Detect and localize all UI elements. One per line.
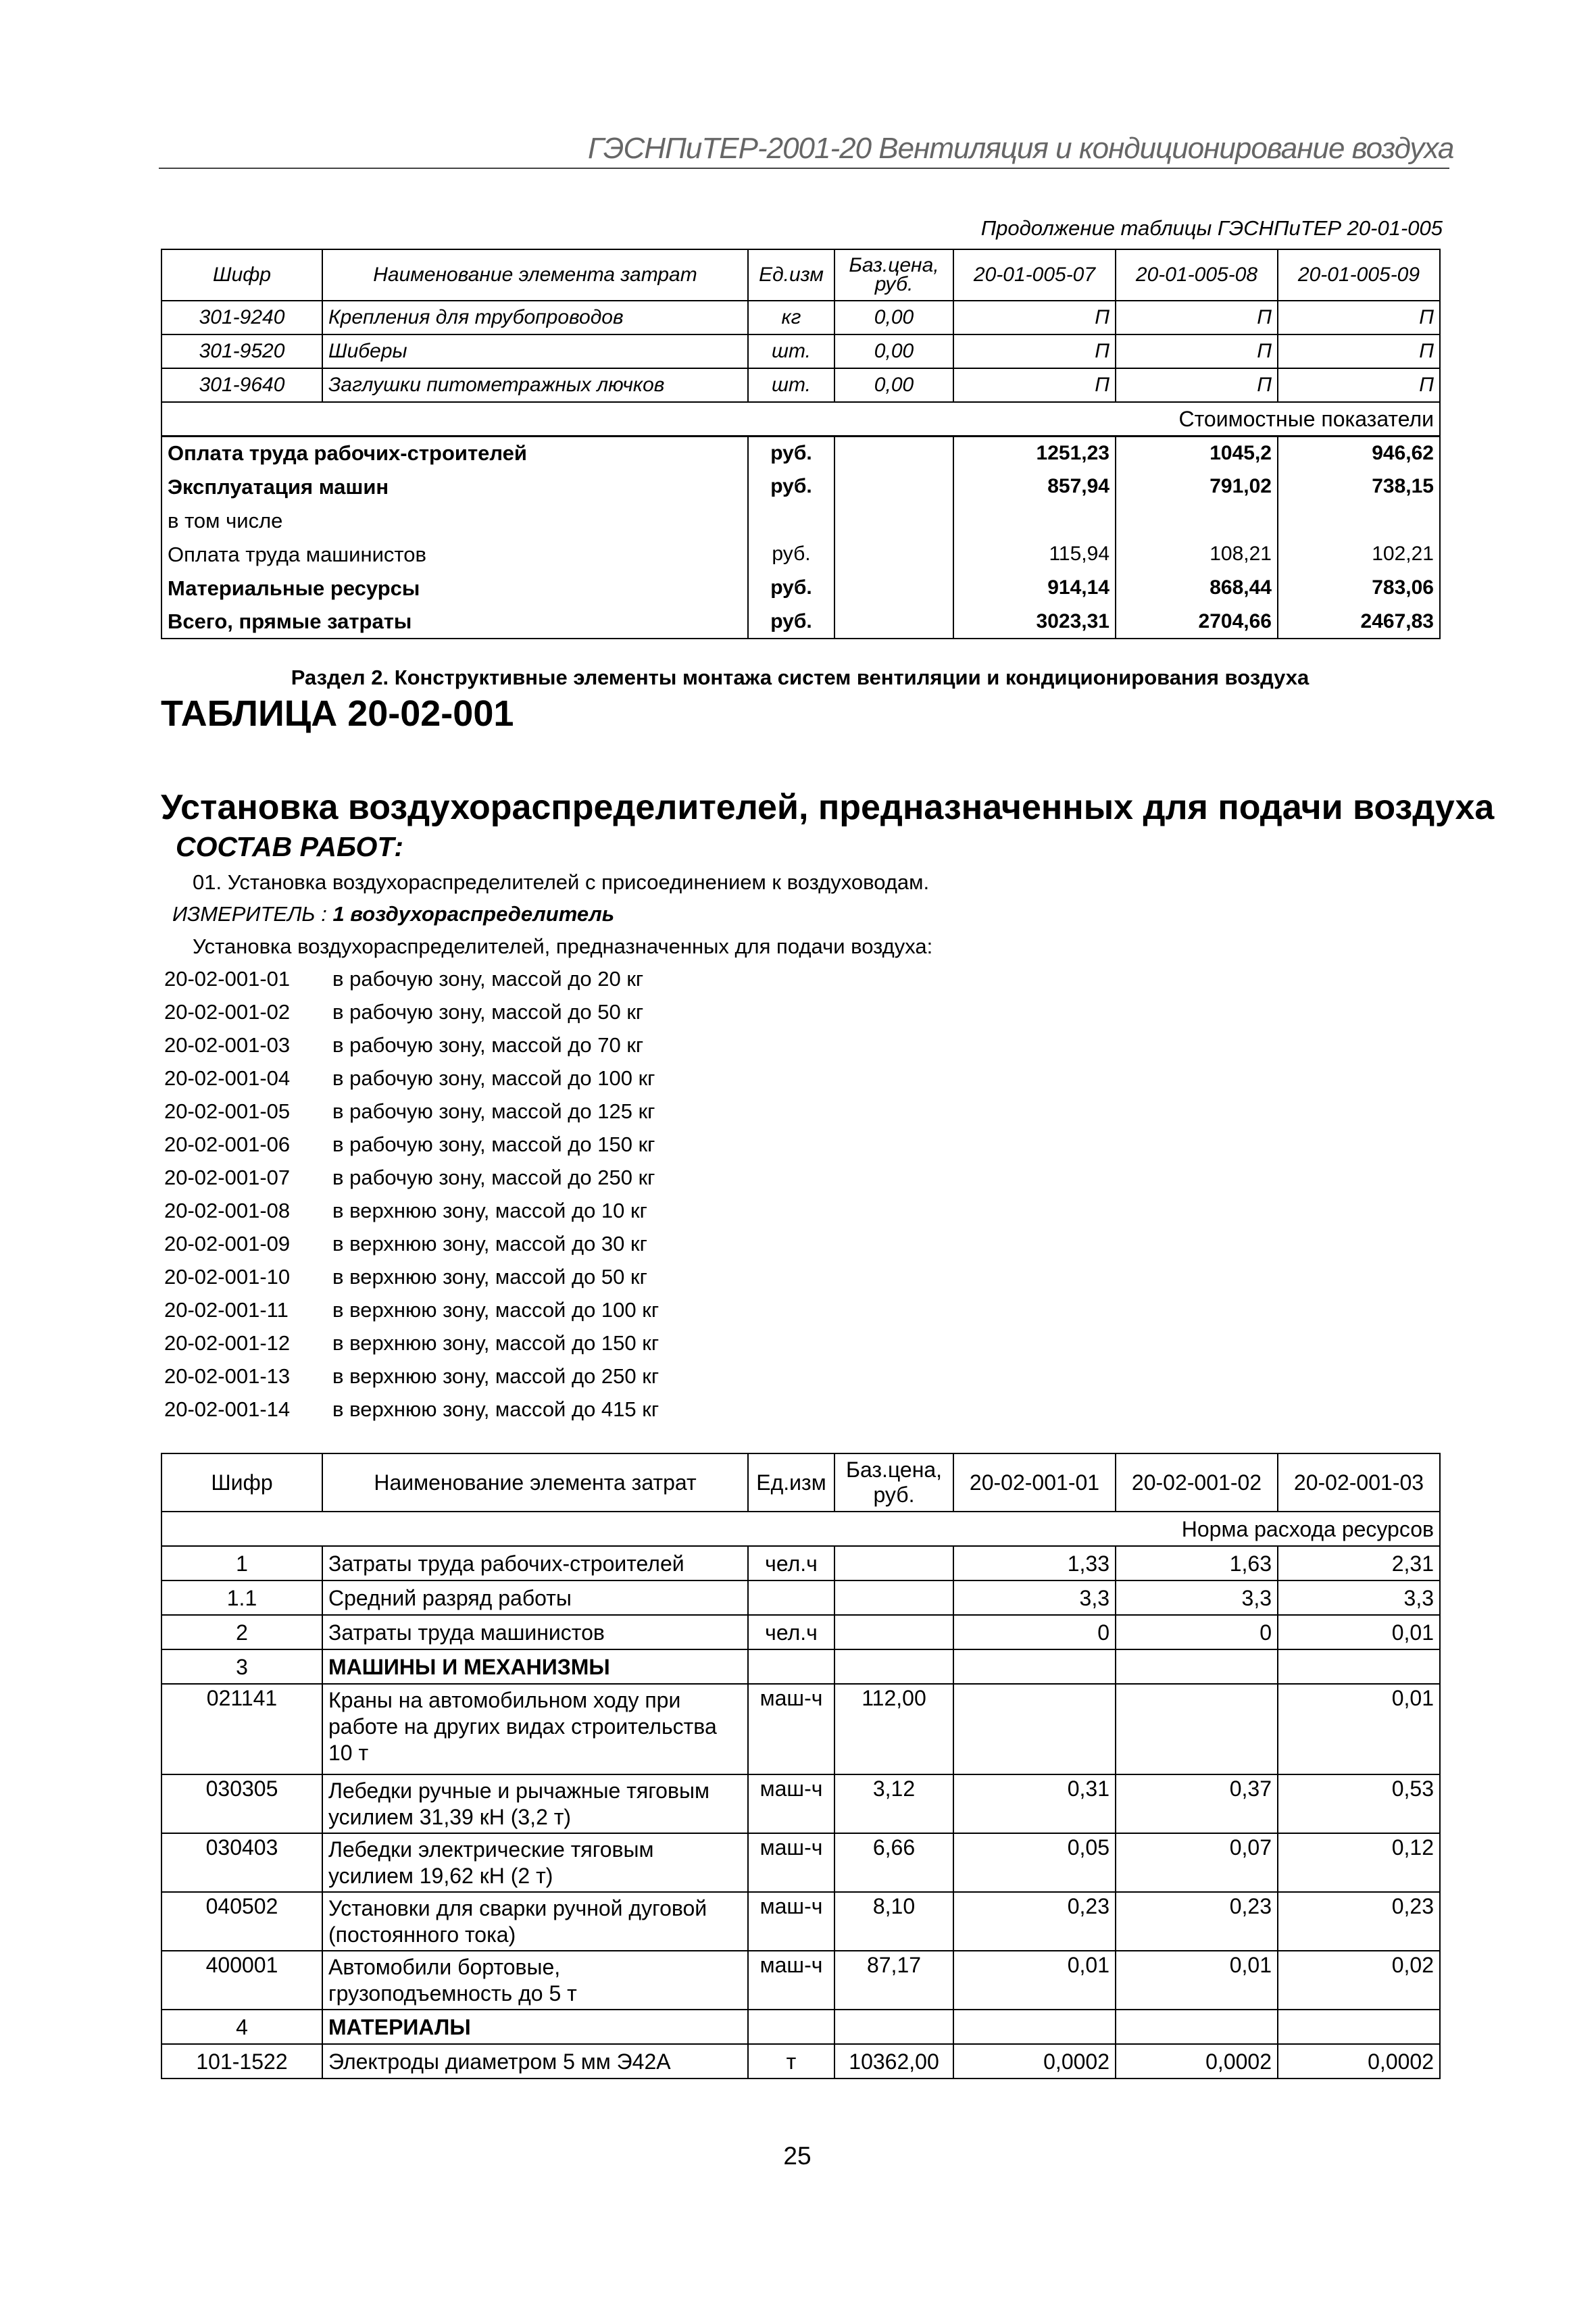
- cell-value: [953, 1649, 1116, 1684]
- cell-code: 301-9520: [161, 334, 322, 368]
- cell-price: 0,00: [834, 301, 953, 334]
- table-row: [161, 1649, 1440, 1684]
- cell-price: 0,00: [834, 334, 953, 368]
- cell-price: 8,10: [834, 1892, 953, 1951]
- table1-header-cell: Наименование элемента затрат: [322, 249, 748, 301]
- item-code: 20-02-001-04: [164, 1066, 291, 1090]
- cell-value: 0,05: [953, 1833, 1116, 1892]
- composition-item: 01. Установка воздухораспределителей с присоединением к воздуховодам.: [193, 870, 930, 894]
- cell-name: МАТЕРИАЛЫ: [322, 2010, 748, 2044]
- norm-label: Норма расхода ресурсов: [161, 1512, 1440, 1546]
- cell-price: 3,12: [834, 1774, 953, 1833]
- cost-price: [834, 503, 953, 537]
- table1-header-row: [161, 249, 1440, 301]
- item-desc: в рабочую зону, массой до 20 кг: [332, 967, 644, 991]
- cell-unit: маш-ч: [748, 1951, 834, 2010]
- cost-price: [834, 537, 953, 571]
- header-rule: [159, 168, 1449, 169]
- cell-value: 0,23: [1116, 1892, 1278, 1951]
- cell-price: [834, 1615, 953, 1649]
- item-code: 20-02-001-05: [164, 1099, 291, 1123]
- cell-name: Средний разряд работы: [322, 1580, 748, 1615]
- cell-code: 4: [161, 2010, 322, 2044]
- cost-label: Всего, прямые затраты: [161, 605, 748, 639]
- cell-price: [834, 1546, 953, 1580]
- cost-value: 791,02: [1116, 470, 1278, 503]
- table-row: [161, 334, 1440, 368]
- cell-value: [1116, 2010, 1278, 2044]
- cell-value: 0,01: [953, 1951, 1116, 2010]
- cost-unit: руб.: [748, 605, 834, 639]
- cost-unit: руб.: [748, 470, 834, 503]
- table-row: [161, 1546, 1440, 1580]
- table2: [161, 1453, 1441, 2079]
- cell-unit: маш-ч: [748, 1774, 834, 1833]
- cell-unit: [748, 1649, 834, 1684]
- cell-value: 0,23: [1278, 1892, 1440, 1951]
- cell-code: 3: [161, 1649, 322, 1684]
- table2-header-cell: Ед.изм: [748, 1453, 834, 1512]
- item-desc: в верхнюю зону, массой до 250 кг: [332, 1364, 659, 1388]
- cost-label: в том числе: [161, 503, 748, 537]
- cell-name: Краны на автомобильном ходу при работе на других видах строительства 10 т: [322, 1684, 748, 1774]
- cell-value: П: [1278, 301, 1440, 334]
- cell-value: П: [1116, 368, 1278, 402]
- cost-unit: руб.: [748, 537, 834, 571]
- cost-label: Материальные ресурсы: [161, 571, 748, 605]
- cell-value: [1278, 1649, 1440, 1684]
- cell-name: Заглушки питометражных лючков: [322, 368, 748, 402]
- cell-value: 0,02: [1278, 1951, 1440, 2010]
- item-desc: в верхнюю зону, массой до 100 кг: [332, 1298, 659, 1322]
- cell-value: П: [953, 368, 1116, 402]
- table-row: [161, 1774, 1440, 1833]
- table1-caption: Продолжение таблицы ГЭСНПиТЕР 20-01-005: [980, 216, 1443, 240]
- table2-header-cell: Шифр: [161, 1453, 322, 1512]
- cost-value: 2467,83: [1278, 605, 1440, 639]
- cost-price: [834, 571, 953, 605]
- meter-label: ИЗМЕРИТЕЛЬ :: [172, 902, 327, 926]
- table-row: [161, 1892, 1440, 1951]
- cell-code: 101-1522: [161, 2044, 322, 2078]
- table1-header-cell: Баз.цена, руб.: [834, 249, 953, 301]
- cell-value: 0,12: [1278, 1833, 1440, 1892]
- table2-header-cell: 20-02-001-01: [953, 1453, 1116, 1512]
- item-code: 20-02-001-12: [164, 1331, 291, 1355]
- cell-unit: маш-ч: [748, 1684, 834, 1774]
- cell-code: 1: [161, 1546, 322, 1580]
- cell-name: Затраты труда рабочих-строителей: [322, 1546, 748, 1580]
- item-code: 20-02-001-07: [164, 1166, 291, 1189]
- table-row: [161, 1615, 1440, 1649]
- cell-value: 0,0002: [953, 2044, 1116, 2078]
- table1: [161, 249, 1441, 639]
- table-row: [161, 436, 1440, 470]
- cell-name: Автомобили бортовые, грузоподъемность до 5 т: [322, 1951, 748, 2010]
- table-row: [161, 503, 1440, 537]
- cell-code: 400001: [161, 1951, 322, 2010]
- item-code: 20-02-001-08: [164, 1199, 291, 1222]
- cost-label: Оплата труда рабочих-строителей: [161, 436, 748, 470]
- cell-unit: чел.ч: [748, 1615, 834, 1649]
- norm-row: [161, 1512, 1440, 1546]
- cell-name: Лебедки ручные и рычажные тяговым усилием 31,39 кН (3,2 т): [322, 1774, 748, 1833]
- table-row: [161, 2044, 1440, 2078]
- cost-label: Эксплуатация машин: [161, 470, 748, 503]
- cell-name: Крепления для трубопроводов: [322, 301, 748, 334]
- cell-price: [834, 1580, 953, 1615]
- cost-value: [1278, 503, 1440, 537]
- item-code: 20-02-001-13: [164, 1364, 291, 1388]
- cell-value: 3,3: [953, 1580, 1116, 1615]
- item-desc: в верхнюю зону, массой до 30 кг: [332, 1232, 647, 1255]
- cell-code: 301-9640: [161, 368, 322, 402]
- table-row: [161, 301, 1440, 334]
- cell-value: 2,31: [1278, 1546, 1440, 1580]
- cell-unit: маш-ч: [748, 1892, 834, 1951]
- cost-label: Оплата труда машинистов: [161, 537, 748, 571]
- cell-value: 0,37: [1116, 1774, 1278, 1833]
- cost-value: 868,44: [1116, 571, 1278, 605]
- cell-value: 3,3: [1278, 1580, 1440, 1615]
- cell-price: 10362,00: [834, 2044, 953, 2078]
- cell-value: П: [953, 301, 1116, 334]
- table-title: ТАБЛИЦА 20-02-001: [161, 693, 514, 734]
- cell-unit: чел.ч: [748, 1546, 834, 1580]
- cell-value: 0,23: [953, 1892, 1116, 1951]
- cell-unit: [748, 1580, 834, 1615]
- cell-unit: кг: [748, 301, 834, 334]
- cell-code: 1.1: [161, 1580, 322, 1615]
- table2-header-cell: Баз.цена, руб.: [834, 1453, 953, 1512]
- table2-header-cell: Наименование элемента затрат: [322, 1453, 748, 1512]
- cost-value: 108,21: [1116, 537, 1278, 571]
- cost-value: 1045,2: [1116, 436, 1278, 470]
- cost-unit: руб.: [748, 571, 834, 605]
- table2-header-cell: 20-02-001-03: [1278, 1453, 1440, 1512]
- page-number: 25: [783, 2142, 812, 2170]
- cell-value: 1,33: [953, 1546, 1116, 1580]
- item-desc: в рабочую зону, массой до 70 кг: [332, 1033, 644, 1057]
- cell-value: 0,0002: [1278, 2044, 1440, 2078]
- item-code: 20-02-001-03: [164, 1033, 291, 1057]
- cell-value: [1278, 2010, 1440, 2044]
- table-row: [161, 1951, 1440, 2010]
- cost-value: 102,21: [1278, 537, 1440, 571]
- cost-value: 738,15: [1278, 470, 1440, 503]
- table-row: [161, 368, 1440, 402]
- cell-code: 021141: [161, 1684, 322, 1774]
- meter-line: [172, 902, 614, 926]
- table-row: [161, 537, 1440, 571]
- cell-name: Затраты труда машинистов: [322, 1615, 748, 1649]
- cell-value: 0,01: [1278, 1684, 1440, 1774]
- cost-value: 946,62: [1278, 436, 1440, 470]
- table-row: [161, 571, 1440, 605]
- item-desc: в верхнюю зону, массой до 10 кг: [332, 1199, 647, 1222]
- cost-unit: руб.: [748, 436, 834, 470]
- cell-value: 3,3: [1116, 1580, 1278, 1615]
- cost-price: [834, 605, 953, 639]
- cell-code: 301-9240: [161, 301, 322, 334]
- cell-code: 030403: [161, 1833, 322, 1892]
- cell-unit: маш-ч: [748, 1833, 834, 1892]
- cell-value: 1,63: [1116, 1546, 1278, 1580]
- table-row: [161, 605, 1440, 639]
- cell-value: П: [1116, 334, 1278, 368]
- cell-unit: т: [748, 2044, 834, 2078]
- table-row: [161, 2010, 1440, 2044]
- item-code: 20-02-001-11: [164, 1298, 289, 1322]
- item-desc: в рабочую зону, массой до 125 кг: [332, 1099, 655, 1123]
- cell-value: 0: [953, 1615, 1116, 1649]
- cell-value: П: [1278, 368, 1440, 402]
- composition-heading: СОСТАВ РАБОТ:: [176, 831, 404, 862]
- cost-section-row: [161, 402, 1440, 436]
- cell-value: 0,01: [1278, 1615, 1440, 1649]
- cell-code: 040502: [161, 1892, 322, 1951]
- item-code: 20-02-001-01: [164, 967, 291, 991]
- table-row: [161, 470, 1440, 503]
- meter-value: 1 воздухораспределитель: [332, 902, 615, 926]
- table1-header-cell: 20-01-005-07: [953, 249, 1116, 301]
- cell-price: [834, 2010, 953, 2044]
- item-desc: в верхнюю зону, массой до 150 кг: [332, 1331, 659, 1355]
- cell-price: 112,00: [834, 1684, 953, 1774]
- work-title: Установка воздухораспределителей, предназначенных для подачи воздуха: [161, 788, 1495, 827]
- cell-code: 030305: [161, 1774, 322, 1833]
- table-row: [161, 1580, 1440, 1615]
- cell-unit: шт.: [748, 334, 834, 368]
- cell-price: 0,00: [834, 368, 953, 402]
- cell-code: 2: [161, 1615, 322, 1649]
- table1-header-cell: 20-01-005-09: [1278, 249, 1440, 301]
- cost-value: 115,94: [953, 537, 1116, 571]
- cost-value: [953, 503, 1116, 537]
- table-row: [161, 1684, 1440, 1774]
- cell-name: Шиберы: [322, 334, 748, 368]
- cost-unit: [748, 503, 834, 537]
- cell-value: 0,0002: [1116, 2044, 1278, 2078]
- cost-value: 3023,31: [953, 605, 1116, 639]
- cell-value: 0,07: [1116, 1833, 1278, 1892]
- item-code: 20-02-001-06: [164, 1132, 291, 1156]
- section-heading: Раздел 2. Конструктивные элементы монтажа систем вентиляции и кондиционирования воздуха: [291, 666, 1310, 689]
- running-header: ГЭСНПиТЕР-2001-20 Вентиляция и кондиционирование воздуха: [588, 132, 1454, 165]
- cell-value: [1116, 1684, 1278, 1774]
- cell-value: [953, 2010, 1116, 2044]
- item-desc: в рабочую зону, массой до 250 кг: [332, 1166, 655, 1189]
- item-desc: в рабочую зону, массой до 50 кг: [332, 1000, 644, 1024]
- table1-header-cell: Шифр: [161, 249, 322, 301]
- cell-value: 0: [1116, 1615, 1278, 1649]
- cell-value: П: [1116, 301, 1278, 334]
- item-code: 20-02-001-10: [164, 1265, 291, 1289]
- cost-value: 783,06: [1278, 571, 1440, 605]
- cell-value: 0,31: [953, 1774, 1116, 1833]
- cost-value: 914,14: [953, 571, 1116, 605]
- cost-value: 857,94: [953, 470, 1116, 503]
- item-code: 20-02-001-02: [164, 1000, 291, 1024]
- cell-value: 0,53: [1278, 1774, 1440, 1833]
- cell-value: [953, 1684, 1116, 1774]
- cost-value: 2704,66: [1116, 605, 1278, 639]
- table1-header-cell: Ед.изм: [748, 249, 834, 301]
- cell-name: МАШИНЫ И МЕХАНИЗМЫ: [322, 1649, 748, 1684]
- cell-price: 6,66: [834, 1833, 953, 1892]
- table2-header-row: [161, 1453, 1440, 1512]
- cell-unit: шт.: [748, 368, 834, 402]
- cost-price: [834, 470, 953, 503]
- cell-value: П: [1278, 334, 1440, 368]
- item-desc: в верхнюю зону, массой до 50 кг: [332, 1265, 647, 1289]
- cell-name: Лебедки электрические тяговым усилием 19,62 кН (2 т): [322, 1833, 748, 1892]
- intro-line: Установка воздухораспределителей, предназначенных для подачи воздуха:: [193, 935, 933, 958]
- item-desc: в верхнюю зону, массой до 415 кг: [332, 1397, 659, 1421]
- cost-value: [1116, 503, 1278, 537]
- cell-value: П: [953, 334, 1116, 368]
- cell-name: Установки для сварки ручной дуговой (постоянного тока): [322, 1892, 748, 1951]
- cell-price: [834, 1649, 953, 1684]
- cell-value: 0,01: [1116, 1951, 1278, 2010]
- item-code: 20-02-001-09: [164, 1232, 291, 1255]
- table-row: [161, 1833, 1440, 1892]
- cell-name: Электроды диаметром 5 мм Э42А: [322, 2044, 748, 2078]
- cost-section-label: Стоимостные показатели: [161, 402, 1440, 436]
- cell-price: 87,17: [834, 1951, 953, 2010]
- item-code: 20-02-001-14: [164, 1397, 291, 1421]
- table1-header-cell: 20-01-005-08: [1116, 249, 1278, 301]
- cell-unit: [748, 2010, 834, 2044]
- cell-value: [1116, 1649, 1278, 1684]
- cost-value: 1251,23: [953, 436, 1116, 470]
- table2-header-cell: 20-02-001-02: [1116, 1453, 1278, 1512]
- item-desc: в рабочую зону, массой до 150 кг: [332, 1132, 655, 1156]
- cost-price: [834, 436, 953, 470]
- item-desc: в рабочую зону, массой до 100 кг: [332, 1066, 655, 1090]
